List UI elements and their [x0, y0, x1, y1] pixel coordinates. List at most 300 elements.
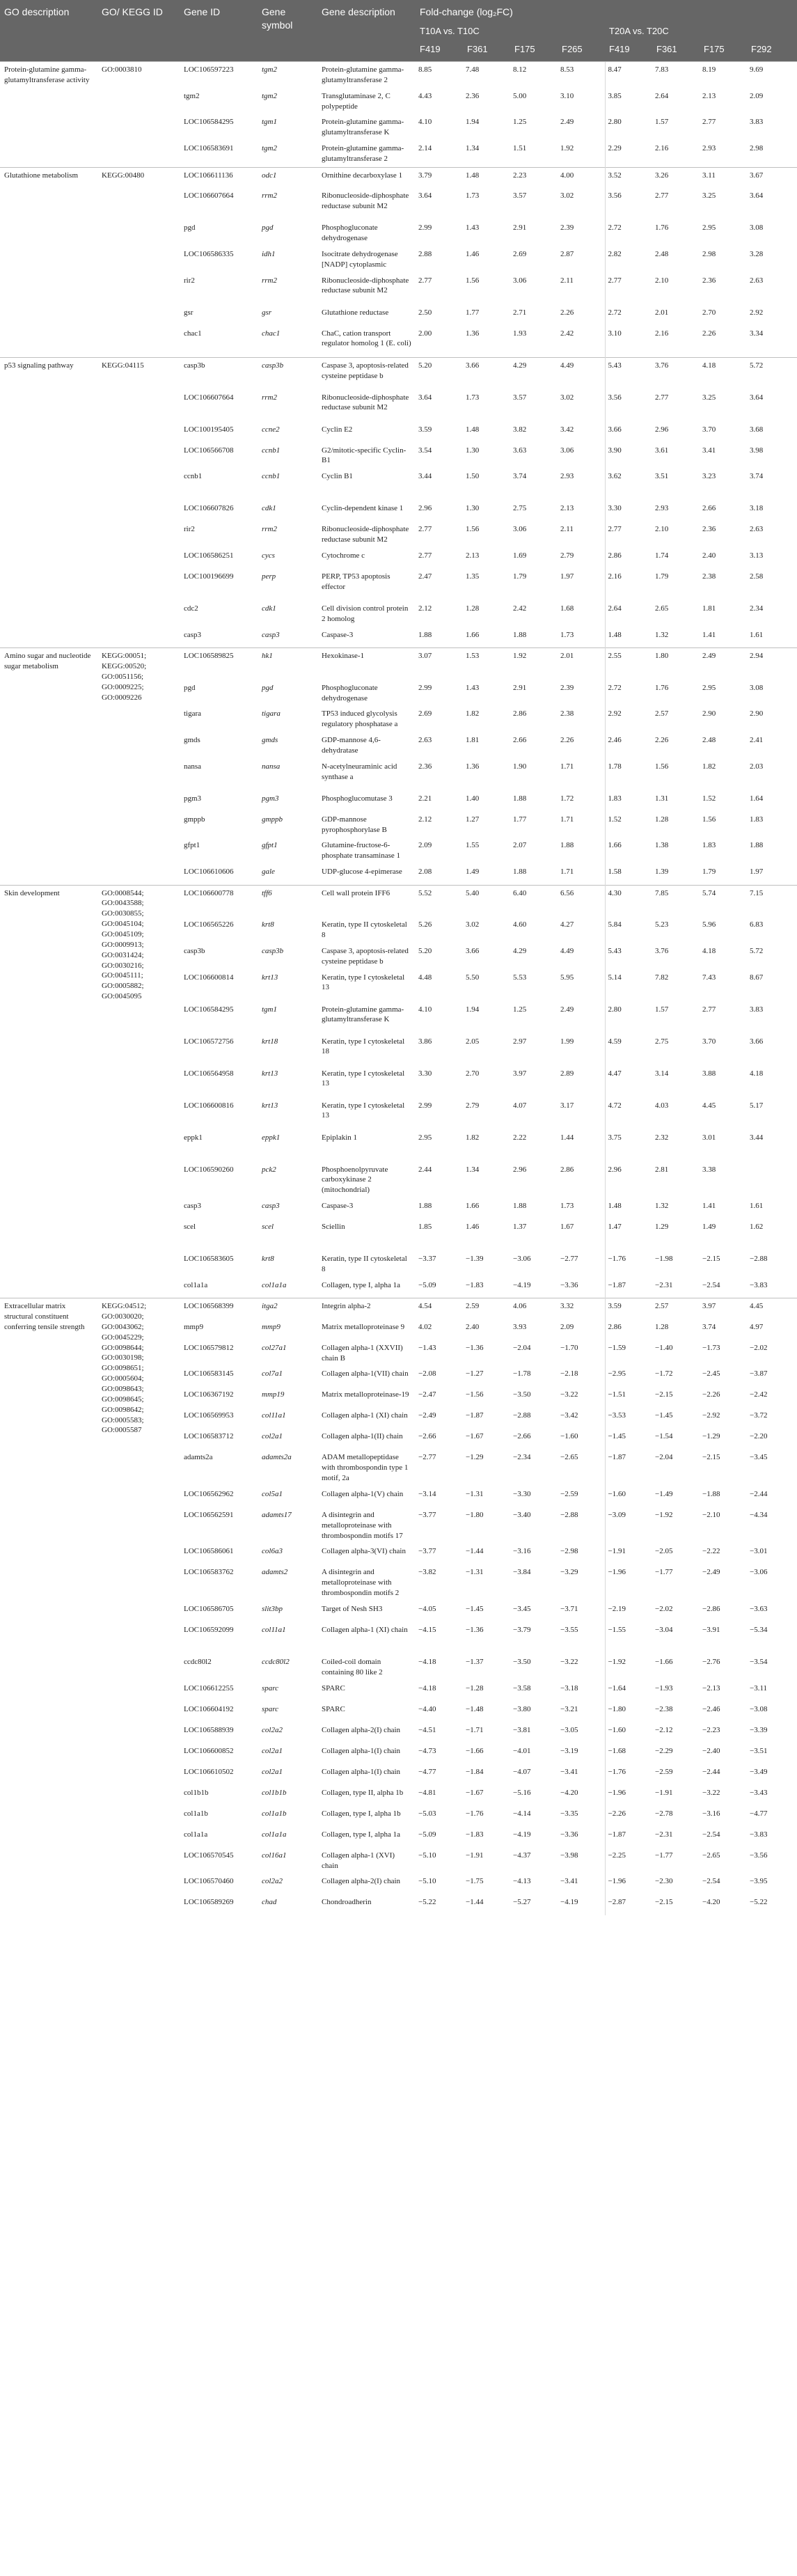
fold-change-value: 4.49 — [560, 946, 574, 955]
fold-change-value: −4.51 — [418, 1725, 436, 1734]
gene-id-cell: LOC106588939 — [184, 1725, 234, 1734]
fold-change-value: 2.48 — [655, 249, 669, 258]
fold-change-value: 2.41 — [750, 736, 764, 745]
fold-change-value: 3.07 — [416, 648, 463, 680]
fold-change-value: 3.06 — [560, 446, 574, 455]
fold-change-value: 3.44 — [750, 1133, 764, 1142]
gene-symbol-cell: pgm3 — [262, 794, 279, 803]
fold-change-value: 2.42 — [560, 329, 574, 338]
gene-symbol-cell: krt13 — [262, 1101, 278, 1110]
fold-change-value: 3.66 — [605, 422, 652, 443]
fold-change-value: −5.09 — [418, 1830, 436, 1839]
header-sample: F175 — [510, 40, 558, 62]
fold-change-value: −3.22 — [560, 1658, 578, 1666]
fold-change-value: −2.65 — [702, 1851, 720, 1860]
fold-change-value: 2.26 — [702, 329, 716, 338]
fold-change-value: 2.98 — [750, 144, 764, 153]
fold-change-value: 3.74 — [513, 472, 527, 481]
fold-change-value: −2.05 — [655, 1547, 673, 1556]
fold-change-value: −1.31 — [466, 1489, 484, 1498]
fold-change-value: 3.17 — [560, 1101, 574, 1110]
fold-change-value: 1.79 — [655, 572, 669, 581]
fold-change-value: 4.29 — [513, 946, 527, 955]
fold-change-value: 3.23 — [702, 472, 716, 481]
table-row — [0, 167, 797, 188]
fold-change-value: 3.18 — [750, 504, 764, 513]
gene-symbol-cell: adamts17 — [262, 1510, 292, 1519]
gene-id-cell: LOC100195405 — [184, 425, 234, 434]
fold-change-value: −1.66 — [655, 1658, 673, 1666]
fold-change-value: −1.93 — [655, 1683, 673, 1693]
fold-change-value: 2.77 — [418, 276, 432, 285]
fold-change-value: 1.79 — [513, 572, 527, 581]
fold-change-value: 2.96 — [513, 1165, 527, 1174]
gene-description-cell: Cell division control protein 2 homolog — [322, 604, 409, 623]
go-description-cell: Amino sugar and nucleotide sugar metabolism — [0, 648, 97, 885]
gene-description-cell: Cyclin-dependent kinase 1 — [322, 504, 404, 513]
gene-description-cell: SPARC — [322, 1704, 345, 1713]
gene-id-cell: LOC106583712 — [184, 1432, 234, 1441]
fold-change-value: 2.09 — [560, 1322, 574, 1331]
fold-change-value: 7.15 — [747, 885, 797, 917]
go-description-cell: Glutathione metabolism — [0, 167, 97, 357]
fold-change-value: 7.82 — [655, 973, 669, 982]
fold-change-value: 1.31 — [655, 794, 669, 803]
fold-change-value: −1.87 — [466, 1411, 484, 1420]
fold-change-value: 2.96 — [605, 1162, 652, 1199]
fold-change-value: 3.51 — [655, 472, 669, 481]
fold-change-value: 2.34 — [750, 604, 764, 613]
fold-change-value: 2.40 — [466, 1322, 480, 1331]
fold-change-value: 6.40 — [510, 885, 558, 917]
gene-symbol-cell: col5a1 — [262, 1489, 283, 1498]
fold-change-value: −3.55 — [560, 1626, 578, 1634]
header-group-t10a: T10A vs. T10C — [416, 22, 605, 40]
gene-symbol-cell: ccne2 — [262, 425, 280, 434]
gene-description-cell: N-acetylneuraminic acid synthase a — [322, 762, 397, 781]
fold-change-value: 3.63 — [513, 446, 527, 455]
fold-change-value: 3.64 — [750, 393, 764, 402]
fold-change-value: 3.61 — [655, 446, 669, 455]
gene-id-cell: gfpt1 — [184, 841, 200, 850]
go-description-cell: Protein-glutamine gamma-glutamyltransferase activity — [0, 62, 97, 168]
gene-id-cell: col1a1a — [184, 1830, 208, 1839]
gene-id-cell: tigara — [184, 709, 202, 718]
gene-symbol-cell: krt18 — [262, 1037, 278, 1046]
gene-id-cell: col1a1a — [184, 1280, 208, 1289]
fold-change-value: 3.97 — [513, 1069, 527, 1078]
fold-change-value: 1.82 — [466, 709, 480, 718]
fold-change-value: −2.02 — [750, 1343, 768, 1352]
fold-change-value: 3.28 — [750, 249, 764, 258]
gene-description-cell: Collagen alpha-1(VII) chain — [322, 1369, 409, 1379]
gene-id-cell: scel — [184, 1223, 196, 1232]
fold-change-value: −1.44 — [466, 1898, 484, 1907]
fold-change-value: −2.88 — [750, 1255, 768, 1264]
fold-change-value: 1.56 — [466, 276, 480, 285]
gene-description-cell: Collagen, type I, alpha 1a — [322, 1280, 401, 1289]
fold-change-value: −2.66 — [513, 1432, 531, 1441]
fold-change-value: 1.40 — [466, 794, 480, 803]
fold-change-value: 1.55 — [466, 841, 480, 850]
header-go-description: GO description — [0, 0, 97, 62]
fold-change-value: 1.93 — [513, 329, 527, 338]
gene-id-cell: pgm3 — [184, 794, 202, 803]
table-row — [0, 648, 797, 680]
fold-change-value: −4.34 — [750, 1510, 768, 1519]
fold-change-value: 2.96 — [655, 425, 669, 434]
fold-change-value: 3.74 — [750, 472, 764, 481]
gene-symbol-cell: col6a3 — [262, 1547, 283, 1556]
fold-change-value: −3.41 — [560, 1767, 578, 1776]
fold-change-value: −1.45 — [605, 1429, 652, 1450]
gene-id-cell: cdc2 — [184, 604, 198, 613]
fold-change-value: 5.74 — [700, 885, 747, 917]
fold-change-value: −3.54 — [750, 1658, 768, 1666]
gene-description-cell: Protein-glutamine gamma-glutamyltransferase 2 — [317, 62, 416, 88]
fold-change-value: 2.13 — [466, 551, 480, 560]
fold-change-value: 1.27 — [466, 815, 480, 824]
fold-change-value: −1.45 — [655, 1411, 673, 1420]
fold-change-value: −5.10 — [418, 1851, 436, 1860]
fold-change-value: 2.86 — [560, 1165, 574, 1174]
fold-change-value: 3.54 — [418, 446, 432, 455]
gene-symbol-cell: gale — [262, 867, 275, 877]
gene-symbol-cell: col2a2 — [262, 1877, 283, 1886]
fold-change-value: 1.25 — [513, 1005, 527, 1014]
gene-id-cell: LOC106592099 — [184, 1626, 234, 1634]
fold-change-value: 4.49 — [558, 358, 605, 390]
gene-symbol-cell: gmds — [262, 736, 278, 745]
fold-change-value: 4.02 — [418, 1322, 432, 1331]
fold-change-value: 3.93 — [513, 1322, 527, 1331]
header-sample: F175 — [700, 40, 747, 62]
fold-change-value: 1.73 — [466, 393, 480, 402]
fold-change-value: −4.20 — [702, 1898, 720, 1907]
fold-change-value: −1.80 — [605, 1702, 652, 1722]
fold-change-value: −2.66 — [418, 1432, 436, 1441]
fold-change-value: 1.28 — [655, 1322, 669, 1331]
fold-change-value: 1.94 — [466, 1005, 480, 1014]
fold-change-value: 1.73 — [560, 1202, 574, 1211]
fold-change-value: 5.95 — [560, 973, 574, 982]
fold-change-value: −3.19 — [560, 1746, 578, 1755]
fold-change-value: 2.55 — [605, 648, 652, 680]
fold-change-value: −3.49 — [750, 1767, 768, 1776]
fold-change-value: 4.43 — [418, 91, 432, 100]
fold-change-value: 1.48 — [605, 627, 652, 648]
fold-change-value: −1.49 — [655, 1489, 673, 1498]
fold-change-value: 4.10 — [418, 118, 432, 127]
gene-id-cell: LOC106610502 — [184, 1767, 234, 1776]
fold-change-value: −3.08 — [750, 1704, 768, 1713]
gene-id-cell: casp3b — [180, 358, 258, 390]
fold-change-value: 4.00 — [558, 167, 605, 188]
gene-id-cell: tgm2 — [184, 91, 200, 100]
fold-change-value: −3.87 — [750, 1369, 768, 1379]
fold-change-value: 1.34 — [466, 144, 480, 153]
fold-change-value: −2.13 — [702, 1683, 720, 1693]
gene-description-cell: Keratin, type I cytoskeletal 13 — [322, 973, 405, 992]
fold-change-value: −2.20 — [750, 1432, 768, 1441]
fold-change-value: 2.99 — [418, 223, 432, 233]
gene-description-cell: Collagen alpha-1(V) chain — [322, 1489, 404, 1498]
go-kegg-id-cell: KEGG:04115 — [97, 358, 180, 648]
fold-change-value: −1.55 — [605, 1622, 652, 1654]
gene-description-cell: Protein-glutamine gamma-glutamyltransferase K — [322, 1005, 404, 1024]
gene-symbol-cell: rrm2 — [262, 525, 278, 534]
gene-id-cell: LOC106597223 — [180, 62, 258, 88]
fold-change-value: 3.57 — [513, 393, 527, 402]
fold-change-value: 2.39 — [560, 683, 574, 692]
fold-change-value: −1.91 — [655, 1788, 673, 1797]
gene-id-cell: LOC106566708 — [184, 446, 234, 455]
fold-change-value: 2.79 — [466, 1101, 480, 1110]
fold-change-value: 2.91 — [513, 223, 527, 233]
fold-change-value: 4.48 — [418, 973, 432, 982]
fold-change-value: 3.02 — [560, 393, 574, 402]
fold-change-value: −3.53 — [605, 1408, 652, 1429]
fold-change-value: −5.22 — [418, 1898, 436, 1907]
table-row — [0, 1298, 797, 1319]
fold-change-value: 4.18 — [702, 946, 716, 955]
fold-change-value: 4.29 — [510, 358, 558, 390]
gene-symbol-cell: gsr — [262, 308, 272, 317]
fold-change-value: 3.76 — [655, 946, 669, 955]
fold-change-value: 2.12 — [418, 604, 432, 613]
gene-id-cell: LOC106590260 — [184, 1165, 234, 1174]
fold-change-value: 7.85 — [652, 885, 700, 917]
fold-change-value: −2.30 — [655, 1877, 673, 1886]
fold-change-value: 4.18 — [750, 1069, 764, 1078]
gene-id-cell: LOC106583691 — [184, 144, 234, 153]
fold-change-value: 1.29 — [655, 1223, 669, 1232]
fold-change-value: 2.92 — [750, 308, 764, 317]
fold-change-value: 1.88 — [418, 1202, 432, 1211]
gene-description-cell: Cyclin E2 — [322, 425, 353, 434]
fold-change-value: −3.06 — [513, 1255, 531, 1264]
fold-change-value: 1.88 — [513, 867, 527, 877]
gene-symbol-cell: itga2 — [258, 1298, 317, 1319]
fold-change-value: 2.97 — [513, 1037, 527, 1046]
fold-change-value: 3.42 — [560, 425, 574, 434]
fold-change-value: −2.44 — [750, 1489, 768, 1498]
gene-description-cell: Keratin, type I cytoskeletal 13 — [322, 1069, 405, 1088]
fold-change-value: 1.49 — [466, 867, 480, 877]
fold-change-value: −2.92 — [702, 1411, 720, 1420]
gene-id-cell: LOC106562591 — [184, 1510, 234, 1519]
gene-id-cell: pgd — [184, 223, 196, 233]
fold-change-value: −1.76 — [605, 1764, 652, 1785]
gene-description-cell: Collagen alpha-1 (XI) chain — [322, 1626, 408, 1634]
gene-id-cell: pgd — [184, 683, 196, 692]
fold-change-value: 4.47 — [605, 1066, 652, 1098]
fold-change-value: 3.83 — [750, 118, 764, 127]
gene-description-cell: Coiled-coil domain containing 80 like 2 — [322, 1658, 383, 1676]
fold-change-value: −1.66 — [466, 1746, 484, 1755]
fold-change-value: −1.91 — [466, 1851, 484, 1860]
fold-change-value: 5.72 — [747, 358, 797, 390]
gene-id-cell: LOC106583605 — [184, 1255, 234, 1264]
fold-change-value: 3.11 — [700, 167, 747, 188]
gene-description-cell: Sciellin — [322, 1223, 345, 1232]
fold-change-value: 5.20 — [416, 358, 463, 390]
gene-description-cell: Ribonucleoside-diphosphate reductase subunit M2 — [322, 276, 409, 295]
gene-description-cell: GDP-mannose pyrophosphorylase B — [322, 815, 387, 834]
gene-symbol-cell: krt13 — [262, 1069, 278, 1078]
fold-change-value: 2.01 — [558, 648, 605, 680]
fold-change-value: 1.88 — [513, 794, 527, 803]
fold-change-value: 7.48 — [463, 62, 510, 88]
fold-change-value: −3.50 — [513, 1390, 531, 1399]
fold-change-value: −1.96 — [605, 1564, 652, 1601]
fold-change-value: 6.83 — [750, 920, 764, 929]
fold-change-value: −1.96 — [605, 1874, 652, 1894]
gene-id-cell: nansa — [184, 762, 202, 771]
fold-change-value: 2.95 — [418, 1133, 432, 1142]
fold-change-value: −4.19 — [560, 1898, 578, 1907]
fold-change-value: 1.81 — [702, 604, 716, 613]
fold-change-value: −4.19 — [513, 1280, 531, 1289]
fold-change-value: 2.57 — [655, 709, 669, 718]
fold-change-value: −2.88 — [513, 1411, 531, 1420]
gene-symbol-cell: rrm2 — [262, 393, 278, 402]
fold-change-value: 5.50 — [466, 973, 480, 982]
fold-change-value: −2.18 — [560, 1369, 578, 1379]
fold-change-value: 2.65 — [655, 604, 669, 613]
fold-change-value: 4.10 — [418, 1005, 432, 1014]
fold-change-value: 1.67 — [560, 1223, 574, 1232]
fold-change-value: −4.18 — [418, 1683, 436, 1693]
fold-change-value: −2.77 — [560, 1255, 578, 1264]
fold-change-value: 2.13 — [560, 504, 574, 513]
fold-change-value: −4.18 — [418, 1658, 436, 1666]
fold-change-value: −2.38 — [655, 1704, 673, 1713]
fold-change-value: 3.64 — [418, 393, 432, 402]
gene-id-cell: LOC106583762 — [184, 1568, 234, 1577]
fold-change-value: 5.52 — [416, 885, 463, 917]
fold-change-value: 4.18 — [700, 358, 747, 390]
fold-change-value: 2.57 — [652, 1298, 700, 1319]
fold-change-value: 2.64 — [655, 91, 669, 100]
gene-symbol-cell: perp — [262, 572, 276, 581]
header-gene-description: Gene description — [317, 0, 416, 62]
fold-change-value: 2.77 — [702, 1005, 716, 1014]
gene-id-cell: LOC106612255 — [184, 1683, 234, 1693]
fold-change-value: 3.13 — [750, 551, 764, 560]
fold-change-value: 3.25 — [702, 393, 716, 402]
fold-change-value: −1.77 — [655, 1851, 673, 1860]
fold-change-value: 4.45 — [747, 1298, 797, 1319]
gene-id-cell: LOC106589825 — [180, 648, 258, 680]
fold-change-value: −2.02 — [655, 1605, 673, 1613]
fold-change-value: −1.29 — [702, 1432, 720, 1441]
fold-change-value: −2.78 — [655, 1809, 673, 1818]
fold-change-value: −4.40 — [418, 1704, 436, 1713]
fold-change-value: 8.12 — [510, 62, 558, 88]
fold-change-value: 2.36 — [702, 525, 716, 534]
fold-change-value: −1.92 — [605, 1654, 652, 1681]
go-kegg-id-cell: GO:0003810 — [97, 62, 180, 168]
fold-change-value: −1.91 — [605, 1544, 652, 1564]
gene-description-cell: Caspase-3 — [322, 1202, 354, 1211]
fold-change-value: 2.29 — [605, 141, 652, 167]
fold-change-value: 2.38 — [702, 572, 716, 581]
fold-change-value: 4.07 — [513, 1101, 527, 1110]
fold-change-value: 4.06 — [510, 1298, 558, 1319]
fold-change-value: 2.99 — [418, 1101, 432, 1110]
fold-change-value: −1.36 — [466, 1626, 484, 1634]
gene-symbol-cell: tigara — [262, 709, 281, 718]
fold-change-value: −2.54 — [702, 1280, 720, 1289]
fold-change-value: 1.97 — [750, 867, 764, 877]
fold-change-value: 2.49 — [560, 1005, 574, 1014]
fold-change-value: 3.67 — [747, 167, 797, 188]
fold-change-value: −2.77 — [418, 1453, 436, 1462]
gene-symbol-cell: col27a1 — [262, 1343, 287, 1352]
fold-change-value: −4.13 — [513, 1877, 531, 1886]
fold-change-value: 2.86 — [605, 548, 652, 569]
header-gene-id: Gene ID — [180, 0, 258, 62]
gene-symbol-cell: cdk1 — [262, 504, 276, 513]
fold-change-value: −5.22 — [750, 1898, 768, 1907]
gene-description-cell: Ornithine decarboxylase 1 — [317, 167, 416, 188]
gene-description-cell: TP53 induced glycolysis regulatory phosphatase a — [322, 709, 398, 729]
fold-change-value: −1.78 — [513, 1369, 531, 1379]
fold-change-value: 1.83 — [750, 815, 764, 824]
gene-description-cell: Collagen alpha-2(I) chain — [322, 1725, 401, 1734]
gene-id-cell: LOC106607664 — [184, 191, 234, 201]
gene-description-cell: Keratin, type I cytoskeletal 13 — [322, 1101, 405, 1120]
gene-description-cell: A disintegrin and metalloproteinase with thrombospondin motifs 17 — [322, 1510, 403, 1540]
fold-change-value: −1.80 — [466, 1510, 484, 1519]
gene-description-cell: Phosphoenolpyruvate carboxykinase 2 (mitochondrial) — [322, 1165, 388, 1195]
fold-change-value: 2.58 — [750, 572, 764, 581]
fold-change-value: −4.07 — [513, 1767, 531, 1776]
gene-description-cell: Matrix metalloproteinase 9 — [322, 1322, 405, 1331]
fold-change-value: 2.77 — [702, 118, 716, 127]
fold-change-value: 3.06 — [513, 276, 527, 285]
gene-id-cell: LOC106610606 — [184, 867, 234, 877]
gene-symbol-cell: col7a1 — [262, 1369, 283, 1379]
fold-change-value: 1.56 — [702, 815, 716, 824]
fold-change-value: 2.70 — [702, 308, 716, 317]
fold-change-value: 6.56 — [558, 885, 605, 917]
fold-change-value: 2.05 — [466, 1037, 480, 1046]
gene-id-cell: LOC106600778 — [180, 885, 258, 917]
header-sample: F361 — [463, 40, 510, 62]
fold-change-value: 3.56 — [605, 390, 652, 422]
fold-change-value: −3.56 — [750, 1851, 768, 1860]
fold-change-value: 1.74 — [655, 551, 669, 560]
fold-change-value: −5.27 — [513, 1898, 531, 1907]
go-kegg-id-cell: KEGG:04512; GO:0030020; GO:0043062; GO:0045229; GO:0098644; GO:0030198; GO:0098651; GO:0005604; GO:0098643; GO:0098645; GO:0098642; GO:0005583; GO:0005587 — [97, 1298, 180, 1916]
fold-change-value: −3.22 — [560, 1390, 578, 1399]
fold-change-value: 1.56 — [655, 762, 669, 771]
fold-change-value: −2.76 — [702, 1658, 720, 1666]
fold-change-value: 2.63 — [750, 276, 764, 285]
gene-symbol-cell: hk1 — [258, 648, 317, 680]
fold-change-value: 2.98 — [702, 249, 716, 258]
fold-change-value: 2.11 — [560, 276, 574, 285]
fold-change-value: −2.15 — [655, 1390, 673, 1399]
fold-change-value: 3.26 — [652, 167, 700, 188]
header-sample: F265 — [558, 40, 605, 62]
fold-change-value: −1.77 — [655, 1568, 673, 1577]
fold-change-value: 3.66 — [466, 946, 480, 955]
gene-id-cell: eppk1 — [184, 1133, 203, 1142]
fold-change-value: 7.43 — [702, 973, 716, 982]
